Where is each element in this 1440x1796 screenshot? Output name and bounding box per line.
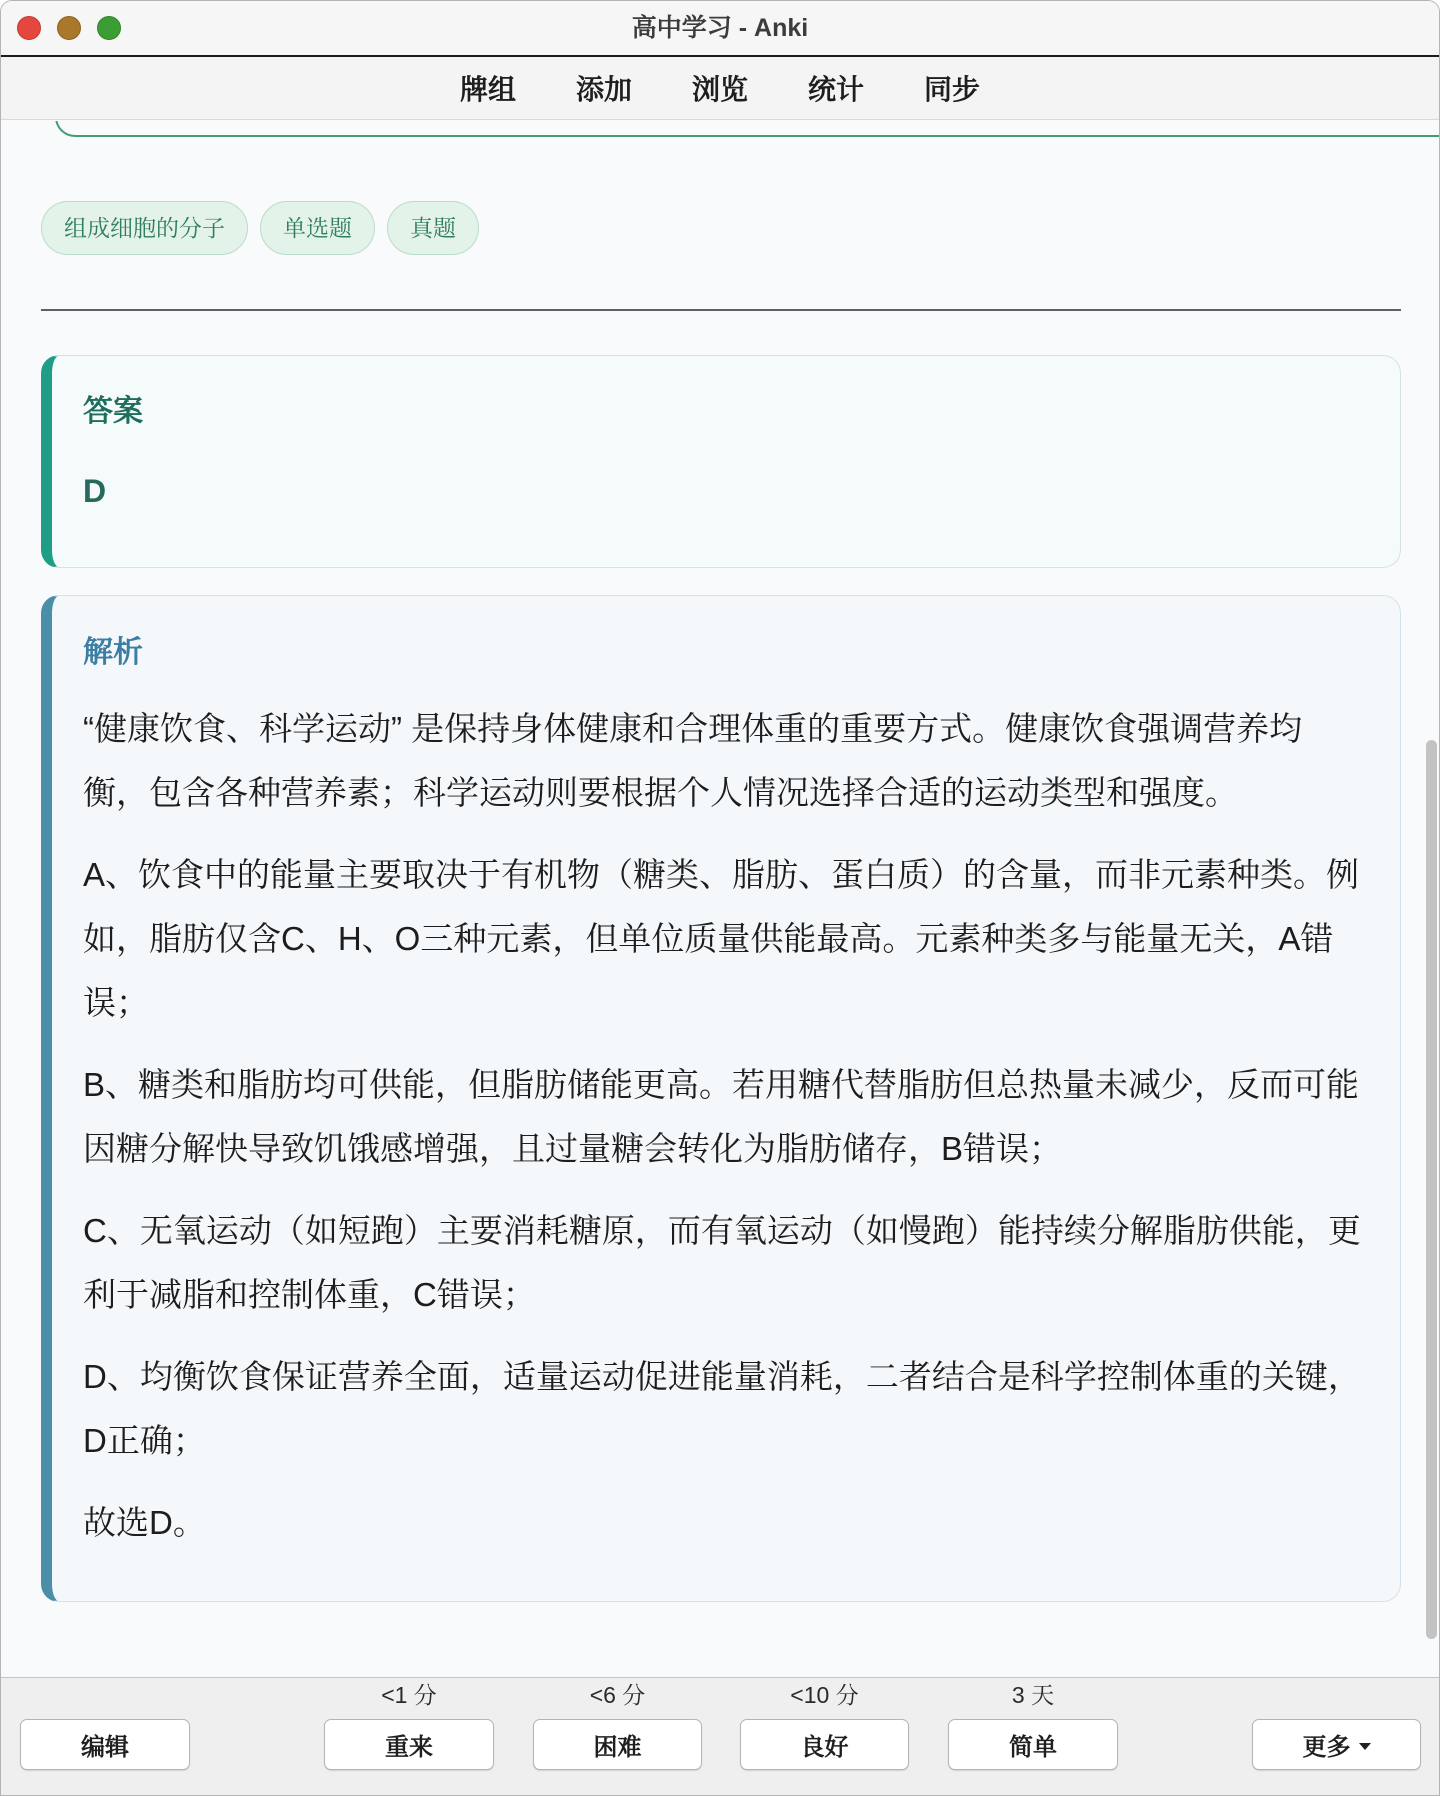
analysis-paragraph: B、糖类和脂肪均可供能，但脂肪储能更高。若用糖代替脂肪但总热量未减少，反而可能因糖分解快导致饥饿感增强，且过量糖会转化为脂肪储存，B错误；: [83, 1066, 1360, 1167]
easy-button-label: 简单: [1009, 1734, 1057, 1761]
analysis-paragraph: D、均衡饮食保证营养全面，适量运动促进能量消耗，二者结合是科学控制体重的关键，D正确；: [83, 1358, 1361, 1459]
analysis-box: [41, 595, 1401, 1602]
answer-value: D: [83, 473, 107, 509]
window-close-button[interactable]: [17, 16, 41, 40]
window-zoom-button[interactable]: [97, 16, 121, 40]
hard-interval: <6 分: [589, 1682, 646, 1708]
toolbar-sync[interactable]: 同步: [924, 74, 981, 105]
easy-button[interactable]: [948, 1719, 1118, 1770]
card-view: [1, 121, 1440, 1677]
again-interval: <1 分: [381, 1682, 437, 1708]
review-bar: [1, 1677, 1440, 1796]
tag: 单选题: [260, 201, 375, 255]
more-button-label: 更多: [1302, 1734, 1351, 1761]
toolbar-add[interactable]: 添加: [575, 74, 632, 105]
answer-box: [41, 355, 1401, 568]
vertical-scrollbar[interactable]: [1426, 740, 1437, 1639]
analysis-paragraph: 故选D。: [83, 1504, 206, 1541]
good-interval: <10 分: [790, 1682, 859, 1708]
hard-button[interactable]: [533, 1719, 702, 1770]
answer-heading: 答案: [83, 395, 143, 428]
analysis-paragraph: “健康饮食、科学运动” 是保持身体健康和合理体重的重要方式。健康饮食强调营养均衡，包含各种营养素；科学运动则要根据个人情况选择合适的运动类型和强度。: [83, 710, 1303, 811]
toolbar-stats[interactable]: 统计: [808, 74, 865, 105]
title-bar: [1, 1, 1439, 57]
again-button-label: 重来: [385, 1734, 433, 1761]
hard-button-label: 困难: [593, 1734, 642, 1761]
tag: 组成细胞的分子: [41, 201, 248, 255]
edit-button-label: 编辑: [81, 1734, 129, 1761]
toolbar-decks[interactable]: 牌组: [459, 74, 516, 105]
previous-section-box: [55, 121, 1440, 137]
window-minimize-button[interactable]: [57, 16, 81, 40]
easy-interval: 3 天: [1011, 1682, 1055, 1708]
analysis-paragraph: A、饮食中的能量主要取决于有机物（糖类、脂肪、蛋白质）的含量，而非元素种类。例如，脂肪仅含C、H、O三种元素，但单位质量供能最高。元素种类多与能量无关，A错误；: [83, 856, 1360, 1021]
toolbar-browse[interactable]: 浏览: [691, 74, 748, 105]
good-button-label: 良好: [800, 1734, 849, 1761]
caret-down-icon: [1359, 1743, 1371, 1750]
analysis-paragraph: C、无氧运动（如短跑）主要消耗糖原，而有氧运动（如慢跑）能持续分解脂肪供能，更利于减脂和控制体重，C错误；: [83, 1212, 1361, 1313]
again-button[interactable]: [324, 1719, 494, 1770]
tag-list: [41, 201, 479, 255]
main-toolbar: [1, 57, 1439, 120]
tag: 真题: [387, 201, 479, 255]
more-button[interactable]: [1252, 1719, 1421, 1770]
edit-button[interactable]: [20, 1719, 190, 1770]
good-button[interactable]: [740, 1719, 909, 1770]
answer-divider: [41, 309, 1401, 311]
analysis-heading: 解析: [83, 636, 143, 669]
window-title: 高中学习 - Anki: [631, 14, 809, 42]
